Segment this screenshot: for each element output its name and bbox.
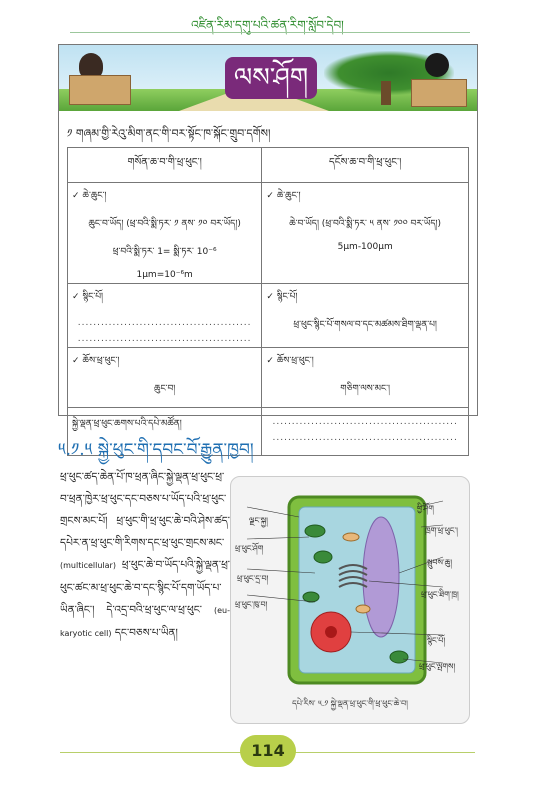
answer-blank[interactable]: ............................................. bbox=[77, 334, 252, 344]
body-paragraph bbox=[60, 466, 230, 645]
cell-text: 5μm-100μm bbox=[337, 242, 393, 252]
cell-text: 1μm=10⁻⁶m bbox=[136, 270, 193, 280]
mitochondria-shape bbox=[356, 605, 370, 613]
body-text-english: (multicellular) bbox=[60, 561, 116, 570]
cell-text: ཕྲ་ཕུང་སྙིང་པོ་གསལ་བ་དང་མཚམས་ཐིག་ལྡན་པ། bbox=[293, 320, 437, 330]
mitochondria-shape bbox=[343, 533, 359, 541]
body-text-part: ཕྲ་ཕུང་ཚད་ཆེན་པོ་ཁ་ཕྲན་ཞིང་སྐྱེ་ལྡན་ཕྲ་ཕུང་ཕྲ་བ་ཕྲན་ཁྱེར་ཕྲ་ཕུང་དང་བཅས་པ་ཡོད་པའི་ཕྲ་ཕུང་གྲངས་མང་པོ། ཕྲ་ཕུང་གི་ཕྲ་ཕུང་ཆེ་བའི་ཤེས་ཚད་དཔེར་ན་ཕྲ་ཕུང་གི་རིགས་དང་ཕྲ་ཕུང་གྲངས་མང་ bbox=[60, 471, 230, 549]
label-er: ཕྲ་ཕུང་ཐིག་ཁྲ། bbox=[421, 590, 459, 599]
table-cell bbox=[262, 284, 469, 348]
check-icon: ✓ bbox=[266, 356, 274, 366]
cell-text: གཅིག་ལས་མང་། bbox=[340, 384, 391, 394]
label-cell-wall: ཕྲ་ཕུང་ཤོག bbox=[235, 544, 264, 553]
label-vacuole: སྦུབས་ཆུ། bbox=[427, 558, 453, 567]
cell-text: ཆུང་བ་ཡོད། (ཕྲ་བའི་སྨི་ཏར་ ༡ ནས་ ༡༠ བར་ཡོད།) bbox=[88, 219, 241, 229]
label-cell-wall-outer: ཕྱི་ཤོག bbox=[417, 504, 434, 513]
cell-text: ཆེ་བ་ཡོད། (ཕྲ་བའི་སྨི་ཏར་ ༥ ནས་ ༡༠༠ བར་ཡོད།) bbox=[289, 219, 442, 229]
check-icon: ✓ bbox=[72, 191, 80, 201]
cell-head-label: སྙིང་པོ། bbox=[82, 292, 104, 302]
label-membrane: ཕྲ་ཕུང་ལྤགས། bbox=[419, 662, 456, 671]
table-cell bbox=[262, 348, 469, 408]
figure-caption: དཔེ་རིས་ ༥.༡ སྐྱེ་ལྡན་ཕྲ་ཕུང་གི་ཕྲ་ཕུང་ཆེ་བ། bbox=[292, 699, 408, 708]
body-text-english: (eu-karyotic cell) bbox=[60, 606, 230, 638]
page-header-title: འཛིན་རིམ་དགུ་པའི་ཚན་རིག་སློབ་དེབ། bbox=[191, 18, 344, 32]
vacuole-shape bbox=[363, 517, 399, 637]
table-row bbox=[68, 183, 469, 284]
answer-blank[interactable]: ................................................ bbox=[272, 417, 458, 427]
cell-head-label: སྙིང་པོ། bbox=[276, 292, 298, 302]
cell-text: ཆུང་བ། bbox=[154, 384, 176, 394]
table-cell bbox=[262, 183, 469, 284]
banner-tree-trunk bbox=[381, 81, 391, 105]
cell-head-label: ཆོས་ཕྲ་ཕུང་། bbox=[276, 356, 314, 366]
page-number: 114 bbox=[240, 735, 296, 767]
table-header-left: གསོན་ཆ་བ་གི་ཕྲ་ཕུང་། bbox=[68, 148, 262, 183]
body-text-part: དང་བཅས་པ་ཡིན། bbox=[114, 627, 178, 639]
table-cell bbox=[68, 183, 262, 284]
desk-right bbox=[411, 79, 467, 107]
cell-head-label: ཆེ་ཆུང་། bbox=[276, 191, 301, 201]
exercise-box bbox=[58, 44, 478, 443]
table-cell bbox=[262, 408, 469, 456]
chloroplast-shape bbox=[303, 592, 319, 602]
cell-text: སྐྱེ་ལྡན་ཕྲ་ཕུང་ཆགས་པའི་དཔེ་མཚོན། bbox=[72, 419, 182, 429]
label-golgi: ཕྲ་ཕུང་དྲ་བ། bbox=[237, 574, 269, 583]
nucleolus-shape bbox=[325, 626, 337, 638]
plant-cell-figure bbox=[230, 476, 470, 724]
section-title: ༥.༡.༥ སྐྱེ་ཕུང་གི་དབང་བོ་རྒྱུན་ཁྱབ། bbox=[58, 440, 254, 460]
check-icon: ✓ bbox=[72, 292, 80, 302]
mickey-icon bbox=[425, 53, 449, 77]
table-cell bbox=[68, 348, 262, 408]
exercise-question: ༡ གཞམ་གྱི་རེའུ་མིག་ནང་གི་བར་སྟོང་ཁ་སྐོང་གྲུབ་དགོས། bbox=[67, 127, 271, 140]
answer-blank[interactable]: ............................................. bbox=[77, 318, 252, 328]
comparison-table bbox=[67, 147, 469, 456]
cell-head-label: ཆེ་ཆུང་། bbox=[82, 191, 107, 201]
cell-head-label: ཆོས་ཕྲ་ཕུང་། bbox=[82, 356, 120, 366]
table-row bbox=[68, 284, 469, 348]
desk-left bbox=[69, 75, 131, 105]
exercise-banner bbox=[59, 45, 477, 111]
chloroplast-shape bbox=[314, 551, 332, 563]
label-plasma: ཕྲ་ཕུང་ཁུ་བ། bbox=[235, 600, 268, 609]
label-mitochondria: ཁྲག་ཕྲ་ཕུང་། bbox=[425, 526, 458, 535]
table-row bbox=[68, 348, 469, 408]
table-cell bbox=[68, 284, 262, 348]
check-icon: ✓ bbox=[72, 356, 80, 366]
banner-label: ལས་ཤོག bbox=[225, 57, 317, 99]
table-header-right: དངོས་ཆ་བ་གི་ཕྲ་ཕུང་། bbox=[262, 148, 469, 183]
check-icon: ✓ bbox=[266, 292, 274, 302]
label-chloroplast: ལྗང་སྐྱ། bbox=[249, 516, 268, 525]
body-text-part: ཕྲ་ཕུང་ཆེ་བ་ཡོད་པའི་སྐྱེ་ལྡན་ཕྲ་ཕུང་ཚང་མ་ཕྲ་ཕུང་ཆེ་བ་དང་སྙིང་པོ་དག་ཡོད་པ་ཡིན་ཞིང་། དེ་འདྲ་བའི་ཕྲ་ཕུང་ལ་ཕྲ་ཕུང་ bbox=[60, 559, 230, 616]
chloroplast-shape bbox=[305, 525, 325, 537]
cell-text: ཕྲ་བའི་སྨི་ཏར་ 1= སྨི་ཏར་ 10⁻⁶ bbox=[112, 247, 217, 257]
check-icon: ✓ bbox=[266, 191, 274, 201]
header-rule bbox=[70, 32, 470, 33]
label-nucleus: སྙིང་པོ། bbox=[427, 636, 446, 645]
chloroplast-shape bbox=[390, 651, 408, 663]
answer-blank[interactable]: ................................................ bbox=[272, 433, 458, 443]
